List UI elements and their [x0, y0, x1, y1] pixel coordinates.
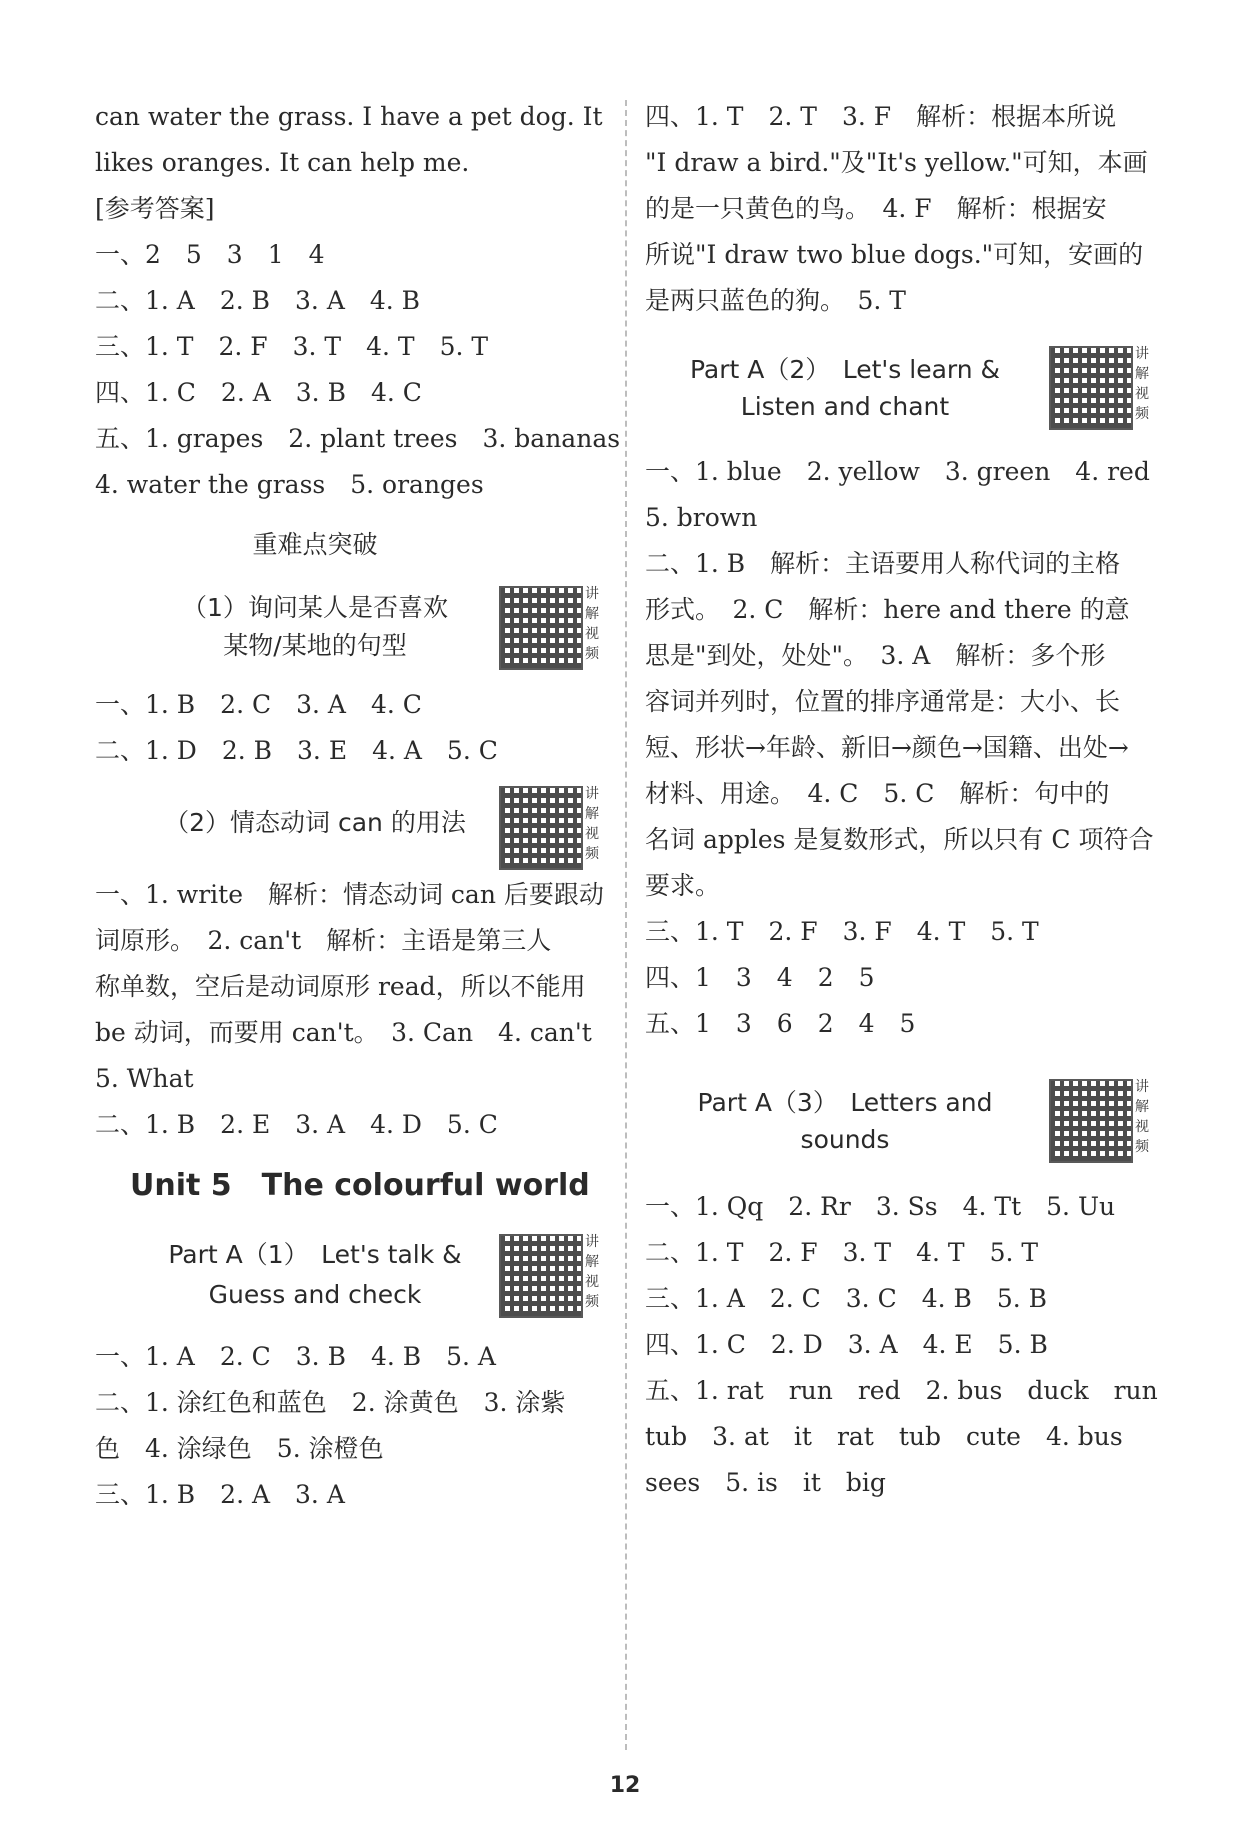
qr-label: 讲 解 视 频 — [585, 1234, 599, 1310]
qr-code-icon — [1049, 1079, 1133, 1163]
part-title: Part A（2） Let's learn & — [689, 355, 1001, 384]
answer-line: tub 3. at it rat tub cute 4. bus — [645, 1422, 1123, 1451]
answer-line: 四、1. C 2. A 3. B 4. C — [95, 378, 422, 407]
qr-code[interactable] — [1045, 1075, 1155, 1167]
answer-line: 一、1. B 2. C 3. A 4. C — [95, 690, 422, 719]
answer-line: 5. brown — [645, 503, 758, 532]
part-title: Listen and chant — [740, 392, 950, 421]
part-title: Part A（1） Let's talk & — [168, 1240, 462, 1269]
qr-code[interactable] — [495, 582, 605, 674]
answer-line: 一、1. Qq 2. Rr 3. Ss 4. Tt 5. Uu — [645, 1192, 1116, 1221]
passage-line: likes oranges. It can help me. — [95, 148, 470, 177]
answer-line: 二、1. B 2. E 3. A 4. D 5. C — [95, 1110, 498, 1139]
qr-code[interactable] — [495, 782, 605, 874]
answer-line: 形式。 2. C 解析：here and there 的意 — [645, 595, 1130, 624]
section-heading: 重难点突破 — [252, 530, 378, 559]
answer-line: 要求。 — [645, 871, 721, 900]
qr-code[interactable] — [1045, 342, 1155, 434]
answer-line: 五、1. rat run red 2. bus duck run — [645, 1376, 1158, 1405]
answer-line: 五、1. grapes 2. plant trees 3. bananas — [95, 424, 621, 453]
qr-code-icon — [499, 786, 583, 870]
answer-line: 五、1 3 6 2 4 5 — [645, 1009, 916, 1038]
answer-line: 四、1 3 4 2 5 — [645, 963, 875, 992]
answer-line: 词原形。 2. can't 解析：主语是第三人 — [95, 926, 552, 955]
qr-code-icon — [499, 586, 583, 670]
answer-line: 四、1. T 2. T 3. F 解析：根据本所说 — [645, 102, 1117, 131]
answer-line: 三、1. T 2. F 3. F 4. T 5. T — [645, 917, 1039, 946]
qr-code-icon — [499, 1234, 583, 1318]
answer-line: 思是"到处，处处"。 3. A 解析：多个形 — [645, 641, 1106, 670]
answer-line: 三、1. T 2. F 3. T 4. T 5. T — [95, 332, 489, 361]
answer-line: 4. water the grass 5. oranges — [95, 470, 484, 499]
qr-label: 讲 解 视 频 — [1135, 346, 1149, 422]
part-title: Guess and check — [208, 1280, 422, 1309]
qr-code[interactable] — [495, 1230, 605, 1322]
answer-line: 的是一只黄色的鸟。 4. F 解析：根据安 — [645, 194, 1107, 223]
answer-line: 一、1. A 2. C 3. B 4. B 5. A — [95, 1342, 496, 1371]
answer-line: 名词 apples 是复数形式，所以只有 C 项符合 — [645, 825, 1154, 854]
answer-line: 一、2 5 3 1 4 — [95, 240, 325, 269]
answer-key-heading: [参考答案] — [95, 194, 215, 223]
passage-line: can water the grass. I have a pet dog. It — [95, 102, 603, 131]
topic-title: 某物/某地的句型 — [223, 631, 407, 660]
answer-line: 是两只蓝色的狗。 5. T — [645, 286, 906, 315]
answer-line: 三、1. B 2. A 3. A — [95, 1480, 345, 1509]
answer-line: 二、1. T 2. F 3. T 4. T 5. T — [645, 1238, 1039, 1267]
topic-title: （1）询问某人是否喜欢 — [182, 593, 448, 622]
answer-line: 二、1. 涂红色和蓝色 2. 涂黄色 3. 涂紫 — [95, 1388, 566, 1417]
answer-line: "I draw a bird."及"It's yellow."可知，本画 — [645, 148, 1148, 177]
qr-code-icon — [1049, 346, 1133, 430]
qr-label: 讲 解 视 频 — [585, 786, 599, 862]
answer-line: 短、形状→年龄、新旧→颜色→国籍、出处→ — [645, 733, 1129, 762]
answer-line: 二、1. A 2. B 3. A 4. B — [95, 286, 421, 315]
part-title: Part A（3） Letters and — [697, 1088, 993, 1117]
qr-label: 讲 解 视 频 — [1135, 1079, 1149, 1155]
answer-line: be 动词，而要用 can't。 3. Can 4. can't — [95, 1018, 592, 1047]
answer-line: 5. What — [95, 1064, 194, 1093]
topic-title: （2）情态动词 can 的用法 — [164, 808, 466, 837]
answer-line: 三、1. A 2. C 3. C 4. B 5. B — [645, 1284, 1048, 1313]
answer-line: 材料、用途。 4. C 5. C 解析：句中的 — [645, 779, 1110, 808]
answer-line: 一、1. write 解析：情态动词 can 后要跟动 — [95, 880, 604, 909]
answer-line: 一、1. blue 2. yellow 3. green 4. red — [645, 457, 1150, 486]
answer-line: 四、1. C 2. D 3. A 4. E 5. B — [645, 1330, 1048, 1359]
answer-line: 所说"I draw two blue dogs."可知，安画的 — [645, 240, 1144, 269]
answer-line: 称单数，空后是动词原形 read，所以不能用 — [95, 972, 586, 1001]
part-title: sounds — [800, 1125, 890, 1154]
qr-label: 讲 解 视 频 — [585, 586, 599, 662]
answer-line: 二、1. D 2. B 3. E 4. A 5. C — [95, 736, 498, 765]
answer-line: 容词并列时，位置的排序通常是：大小、长 — [645, 687, 1121, 716]
column-divider — [625, 100, 627, 1750]
page-number: 12 — [609, 1773, 641, 1798]
answer-line: 色 4. 涂绿色 5. 涂橙色 — [95, 1434, 384, 1463]
unit-title: Unit 5 The colourful world — [130, 1168, 590, 1203]
answer-line: sees 5. is it big — [645, 1468, 886, 1497]
answer-line: 二、1. B 解析：主语要用人称代词的主格 — [645, 549, 1121, 578]
